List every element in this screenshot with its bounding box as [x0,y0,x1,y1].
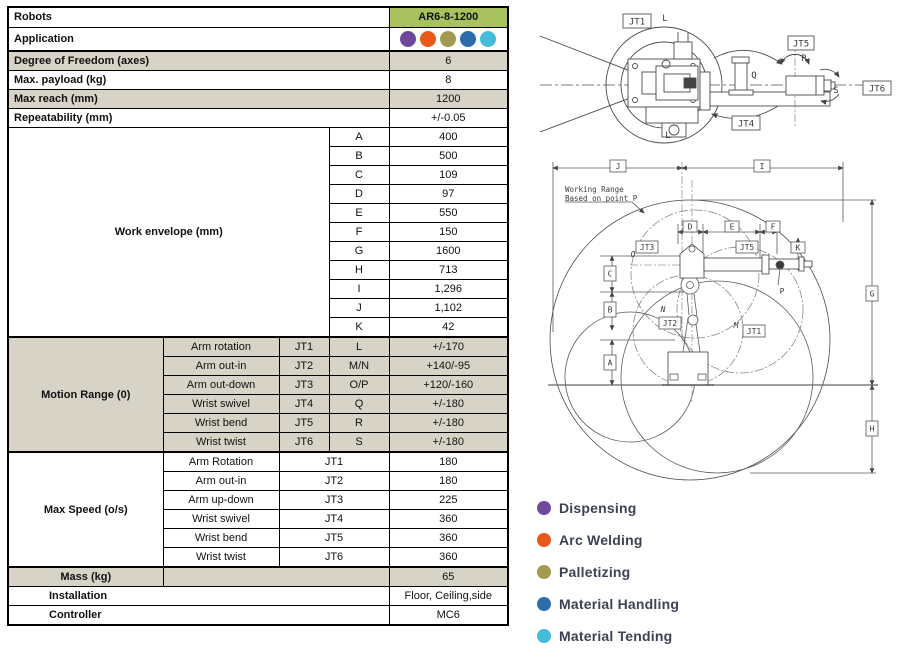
envelope-letter: H [329,261,389,280]
joint-id: JT5 [279,529,389,548]
spec-label: Repeatability (mm) [8,109,389,128]
joint-name: Wrist twist [163,548,279,568]
envelope-value: 42 [389,318,508,338]
working-range-note-line2: Based on point P [565,194,638,203]
range-letter: M/N [329,357,389,376]
joint-id: JT2 [279,357,329,376]
speed-value: 360 [389,529,508,548]
joint-name: Wrist twist [163,433,279,453]
installation-label: Installation [8,587,389,606]
envelope-letter: B [329,147,389,166]
envelope-letter: C [329,166,389,185]
envelope-letter: I [329,280,389,299]
speed-value: 180 [389,452,508,472]
joint-name: Wrist swivel [163,510,279,529]
joint-id: JT5 [279,414,329,433]
legend-label: Arc Welding [559,531,643,548]
robot-model: AR6-8-1200 [389,7,508,27]
joint-id: JT2 [279,472,389,491]
joint-name: Wrist swivel [163,395,279,414]
legend-item-material-tending [537,628,679,643]
joint-id: JT4 [279,510,389,529]
dispensing-dot-icon [537,501,551,515]
joint-name: Wrist bend [163,414,279,433]
work-envelope-label: Work envelope (mm) [8,128,329,338]
range-value: +/-170 [389,337,508,357]
legend-item-dispensing [537,500,679,515]
range-value: +/-180 [389,395,508,414]
legend-item-palletizing [537,564,679,579]
spec-value: +/-0.05 [389,109,508,128]
top-view-diagram [538,2,909,150]
envelope-value: 1,296 [389,280,508,299]
motion-range-label: Motion Range (0) [8,337,163,452]
legend-item-arc-welding [537,532,679,547]
dim-i-label: I [759,162,765,171]
controller-label: Controller [8,606,389,626]
legend-item-material-handling [537,596,679,611]
joint-id: JT1 [279,337,329,357]
dim-g-label: G [869,289,875,299]
range-letter: S [329,433,389,453]
envelope-letter: G [329,242,389,261]
range-o-label: O [630,250,636,259]
joint-id: JT1 [279,452,389,472]
joint-name: Arm out-in [163,357,279,376]
envelope-value: 713 [389,261,508,280]
range-letter: O/P [329,376,389,395]
range-n-label: N [660,305,666,314]
spec-value: 1200 [389,90,508,109]
range-value: +140/-95 [389,357,508,376]
dim-b-label: B [607,305,613,315]
material-tending-dot-icon [537,629,551,643]
jt6-label: JT6 [868,84,886,95]
speed-value: 180 [389,472,508,491]
joint-name: Arm up-down [163,491,279,510]
mass-spacer [163,567,389,587]
palletizing-dot-icon [440,31,456,47]
joint-id: JT4 [279,395,329,414]
envelope-value: 500 [389,147,508,166]
dim-h-label: H [869,424,875,434]
dim-f-label: F [770,222,776,232]
envelope-letter: J [329,299,389,318]
speed-value: 360 [389,510,508,529]
range-value: +120/-160 [389,376,508,395]
robots-label: Robots [8,7,389,27]
range-value: +/-180 [389,433,508,453]
range-m-label: M [733,321,739,330]
application-label: Application [8,27,389,51]
jt4-label: JT4 [737,119,755,130]
dim-c-label: C [607,269,613,279]
mass-value: 65 [389,567,508,587]
arc-welding-dot-icon [420,31,436,47]
material-handling-dot-icon [460,31,476,47]
envelope-value: 97 [389,185,508,204]
application-dots [389,27,508,51]
joint-name: Arm out-down [163,376,279,395]
envelope-value: 550 [389,204,508,223]
spec-label: Max reach (mm) [8,90,389,109]
envelope-letter: F [329,223,389,242]
spec-table-body [8,7,508,625]
jt1-side-label: JT1 [746,327,762,336]
dim-k-label: K [795,243,801,253]
working-range-note-line1: Working Range [565,185,624,194]
jt1-label: JT1 [628,17,646,28]
envelope-value: 1,102 [389,299,508,318]
joint-id: JT6 [279,433,329,453]
legend-label: Palletizing [559,563,631,580]
installation-value: Floor, Ceiling,side [389,587,508,606]
r-label: R [801,54,807,64]
jt2-label: JT2 [662,319,678,328]
speed-value: 360 [389,548,508,568]
applications-legend [537,500,679,659]
range-letter: R [329,414,389,433]
dim-d-label: D [687,222,693,232]
joint-name: Arm Rotation [163,452,279,472]
l-bottom-label: L [665,131,671,141]
palletizing-dot-icon [537,565,551,579]
controller-value: MC6 [389,606,508,626]
jt5-side-label: JT5 [739,243,755,252]
legend-label: Material Handling [559,595,680,612]
envelope-value: 1600 [389,242,508,261]
envelope-letter: D [329,185,389,204]
range-letter: L [329,337,389,357]
envelope-value: 109 [389,166,508,185]
envelope-letter: A [329,128,389,147]
spec-label: Degree of Freedom (axes) [8,51,389,71]
max-speed-label: Max Speed (o/s) [8,452,163,567]
joint-id: JT3 [279,376,329,395]
q-label: Q [751,71,757,81]
dispensing-dot-icon [400,31,416,47]
range-value: +/-180 [389,414,508,433]
legend-label: Dispensing [559,499,637,516]
l-top-label: L [662,14,668,24]
envelope-value: 400 [389,128,508,147]
spec-value: 8 [389,71,508,90]
joint-name: Arm rotation [163,337,279,357]
dim-e-label: E [729,222,735,232]
joint-name: Wrist bend [163,529,279,548]
point-p-label: P [779,287,785,296]
envelope-letter: K [329,318,389,338]
side-view-diagram [540,152,909,488]
joint-id: JT6 [279,548,389,568]
robot-spec-table [7,6,509,626]
jt5-label: JT5 [792,39,810,50]
dim-a-label: A [607,358,613,368]
s-label: S [833,86,839,96]
spec-value: 6 [389,51,508,71]
joint-name: Arm out-in [163,472,279,491]
joint-id: JT3 [279,491,389,510]
speed-value: 225 [389,491,508,510]
arc-welding-dot-icon [537,533,551,547]
material-handling-dot-icon [537,597,551,611]
dim-j-label: J [615,162,621,171]
mass-label: Mass (kg) [8,567,163,587]
legend-label: Material Tending [559,627,673,644]
jt3-label: JT3 [639,243,655,252]
range-letter: Q [329,395,389,414]
material-tending-dot-icon [480,31,496,47]
envelope-letter: E [329,204,389,223]
spec-label: Max. payload (kg) [8,71,389,90]
envelope-value: 150 [389,223,508,242]
